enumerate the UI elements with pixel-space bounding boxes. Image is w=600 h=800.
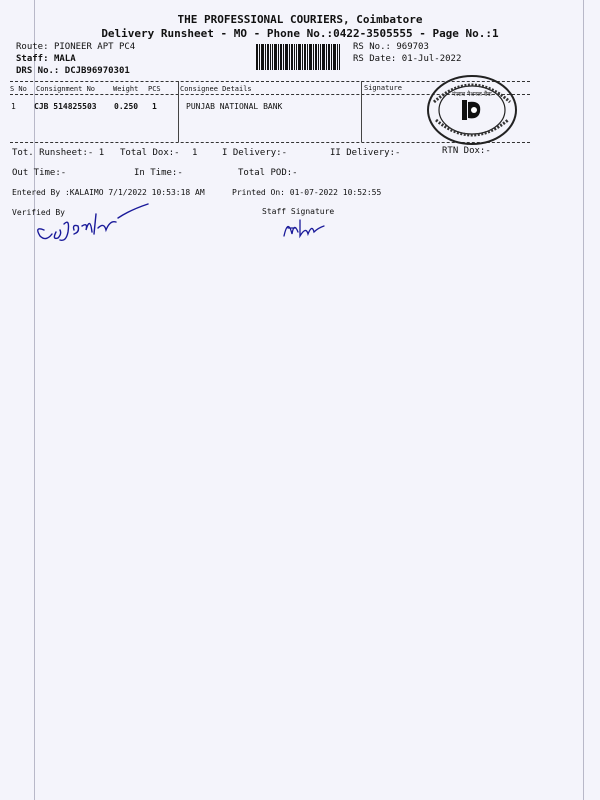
table-header-consignment: Consignment No (36, 85, 96, 93)
rs-date-row (353, 54, 461, 64)
table-header-weight: Weight (113, 85, 139, 93)
stamp-text: पंजाब नैशनल बैंक (452, 91, 492, 98)
row-consignment-no: CJB 514825503 (34, 102, 97, 111)
table-header-consignee: Consignee Details (180, 85, 252, 93)
rs-no-value: 969703 (396, 42, 429, 52)
printed-on: Printed On: 01-07-2022 10:52:55 (232, 188, 382, 197)
rs-no-row (353, 42, 429, 52)
route-row (16, 42, 135, 52)
route-label: Route: (16, 42, 49, 52)
row-consignee: PUNJAB NATIONAL BANK (186, 102, 283, 111)
row-sno: 1 (11, 102, 16, 111)
in-time: In Time:- (134, 168, 183, 178)
verified-by-label: Verified By (12, 208, 65, 217)
i-delivery: I Delivery:- (222, 148, 288, 158)
table-column-divider (361, 81, 362, 142)
verifier-handwritten-signature (30, 196, 152, 248)
total-runsheet: Tot. Runsheet:- 1 (12, 148, 105, 158)
total-dox-value: 1 (192, 148, 198, 158)
staff-signature-label: Staff Signature (262, 207, 335, 216)
document-title: THE PROFESSIONAL COURIERS, Coimbatore (177, 13, 423, 26)
bank-stamp (424, 72, 520, 148)
row-weight: 0.250 (114, 102, 139, 111)
pnb-logo-icon (462, 100, 480, 120)
rtn-dox: RTN Dox:- (442, 146, 491, 156)
total-dox-label: Total Dox:- (120, 148, 180, 158)
vertical-edge-line-left (34, 0, 35, 800)
barcode-image (256, 44, 340, 70)
staff-handwritten-signature (278, 212, 330, 242)
drs-row (16, 66, 130, 76)
vertical-edge-line-right (583, 0, 584, 800)
ii-delivery: II Delivery:- (330, 148, 401, 158)
rs-date-label: RS Date: (353, 54, 397, 64)
out-time: Out Time:- (12, 168, 67, 178)
rs-no-label: RS No.: (353, 42, 391, 52)
entered-by: Entered By :KALAIMO 7/1/2022 10:53:18 AM (12, 188, 205, 197)
row-pcs: 1 (152, 102, 157, 111)
staff-label: Staff: (16, 54, 49, 64)
document-subtitle: Delivery Runsheet - MO - Phone No.:0422-3505555 - Page No.:1 (101, 27, 499, 40)
staff-row (16, 54, 76, 64)
staff-value: MALA (53, 54, 76, 64)
rs-date-value: 01-Jul-2022 (401, 54, 462, 64)
route-value: PIONEER APT PC4 (53, 42, 136, 52)
table-column-divider (178, 81, 179, 142)
table-header-sno: S No (10, 85, 27, 93)
drs-label: DRS No.: (16, 66, 60, 76)
table-header-signature: Signature (364, 84, 402, 92)
total-pod: Total POD:- (238, 168, 298, 178)
drs-value: DCJB96970301 (64, 66, 130, 76)
table-header-pcs: PCS (148, 85, 161, 93)
